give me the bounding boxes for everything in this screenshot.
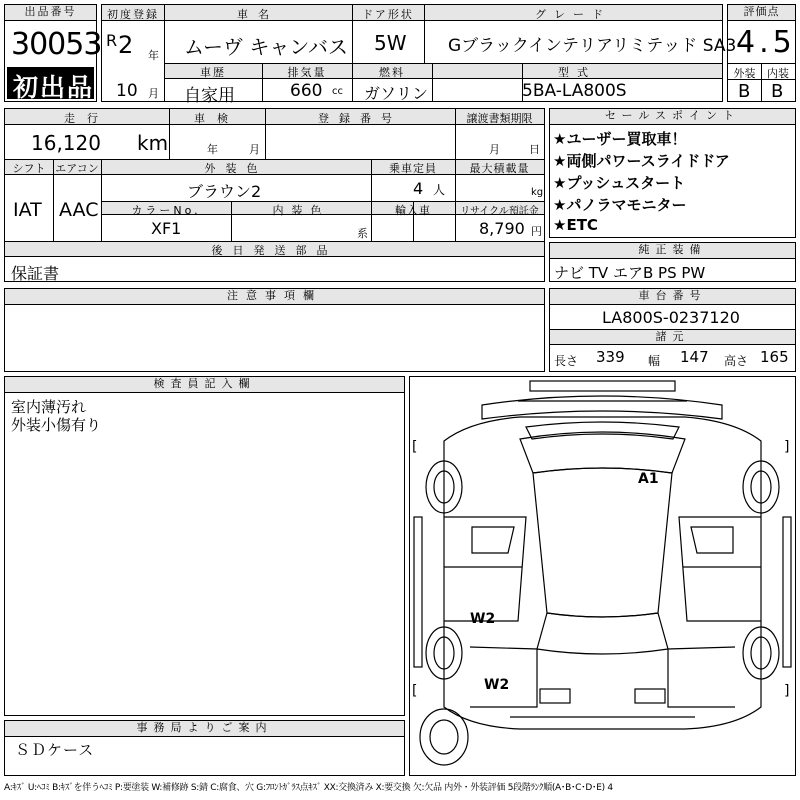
inspection-year-unit: 年 <box>207 143 218 156</box>
equipment-label: 純正装備 <box>550 243 795 259</box>
length-label: 長さ <box>554 354 579 368</box>
door-label: ドア形状 <box>362 8 414 21</box>
score-label: 評価点 <box>728 5 795 21</box>
sales-point-item: ★パノラマモニター <box>553 196 687 214</box>
left-side-strip <box>414 517 422 667</box>
car-name-label: 車名 <box>237 8 279 21</box>
shift-label: シフト <box>12 162 46 175</box>
chassis-label: 車台番号 <box>550 289 795 305</box>
import-label: 輸入車 <box>395 204 431 217</box>
right-tail-light <box>635 689 665 703</box>
windshield <box>520 432 685 473</box>
lot-number: 30053 <box>11 27 102 62</box>
history: 自家用 <box>184 86 235 106</box>
inspector-line: 外装小傷有り <box>11 416 102 434</box>
displacement: 660 <box>290 81 323 101</box>
inspector-box <box>4 376 405 716</box>
recycle: 8,790 <box>479 219 525 238</box>
load-unit: kg <box>531 187 544 198</box>
roof <box>533 468 672 617</box>
header-grid <box>101 4 737 106</box>
bracket: ] <box>784 683 790 699</box>
front-grille <box>526 422 679 439</box>
bracket: [ <box>412 683 418 699</box>
exterior-color: ブラウン2 <box>187 182 262 201</box>
reg-no-label: 登録番号 <box>318 112 402 125</box>
later-parts-label: 後日発送部品 <box>211 244 338 257</box>
load-label: 最大積載量 <box>469 162 530 175</box>
shift: IAT <box>13 199 42 221</box>
transfer-month-unit: 月 <box>489 143 500 156</box>
equipment-box <box>549 242 796 282</box>
model: 5BA-LA800S <box>522 81 627 101</box>
right-mirror <box>691 527 733 553</box>
sales-point-item: ★ユーザー買取車！ <box>553 130 687 148</box>
exterior-color-label: 外装色 <box>204 162 268 175</box>
ac: AAC <box>59 199 99 221</box>
inspector-label: 検査員記入欄 <box>5 377 404 393</box>
lot-label: 出品番号 <box>5 5 96 21</box>
displacement-label: 排気量 <box>287 66 327 79</box>
score-box <box>727 4 796 102</box>
right-rear-panel <box>668 647 735 707</box>
spare-tire <box>420 709 468 765</box>
era: R <box>106 31 118 50</box>
rear-window <box>537 613 668 654</box>
front-bumper-top <box>530 381 675 391</box>
later-parts: 保証書 <box>11 264 60 283</box>
exterior-grade: B <box>738 81 751 102</box>
legend: A:ｷｽﾞ U:ﾍｺﾐ B:ｷｽﾞを伴うﾍｺﾐ P:要塗装 W:補修跡 S:錆 C:腐食、穴 G:ﾌﾛﾝﾄｶﾞﾗｽ点ｷｽﾞ XX:交換済み X:要交換 欠:欠品 内外・外装評価 5段階ﾗﾝｸ順(A･B･C･D･E) 4 <box>4 783 613 793</box>
right-side-strip <box>783 517 791 667</box>
mileage: 16,120 <box>31 131 101 155</box>
score: 4.5 <box>736 25 796 60</box>
car-name: ムーヴ キャンバス <box>184 35 348 59</box>
mileage-unit: km <box>137 131 169 155</box>
model-label: 型式 <box>558 66 596 79</box>
notes-label: 注意事項欄 <box>5 289 544 305</box>
transfer-label: 譲渡書類期限 <box>466 112 533 125</box>
year-unit: 年 <box>148 49 159 62</box>
sales-point-item: ★ETC <box>553 216 598 234</box>
recycle-label: リサイクル預託金 <box>460 206 539 217</box>
interior-grade: B <box>771 81 784 102</box>
specs-table <box>4 108 545 282</box>
chassis-number: LA800S-0237120 <box>602 308 740 327</box>
left-mirror <box>472 527 514 553</box>
interior-color-unit: 系 <box>357 227 368 240</box>
lot-box <box>4 4 102 102</box>
interior-grade-label: 内装 <box>767 67 789 80</box>
exterior-grade-label: 外装 <box>733 67 756 80</box>
sales-points-label: セールスポイント <box>550 109 795 125</box>
inspection-label: 車検 <box>194 112 240 125</box>
inspector-line: 室内薄汚れ <box>11 398 87 416</box>
chassis-box <box>549 288 796 372</box>
office-label: 事務局よりご案内 <box>5 721 404 737</box>
fuel-label: 燃料 <box>379 66 405 79</box>
dims-label: 諸元 <box>550 329 795 345</box>
history-label: 車歴 <box>200 66 226 79</box>
hood-strip <box>482 396 722 419</box>
first-reg-label: 初度登録 <box>107 8 159 21</box>
month-unit: 月 <box>148 87 159 100</box>
car-diagram-svg <box>410 377 795 775</box>
capacity: 4 <box>413 179 424 198</box>
damage-mark: W2 <box>470 611 496 627</box>
damage-mark: W2 <box>484 677 510 693</box>
right-doors <box>679 517 761 621</box>
damage-mark: A1 <box>638 471 659 487</box>
sales-points-box <box>549 108 796 238</box>
width: 147 <box>680 348 709 366</box>
first-reg-month: 10 <box>116 81 138 101</box>
first-listing-label: 初出品 <box>13 73 95 102</box>
ac-label: エアコン <box>55 162 99 175</box>
transfer-day-unit: 日 <box>529 143 540 156</box>
inspection-month-unit: 月 <box>249 143 260 156</box>
width-label: 幅 <box>648 354 661 368</box>
first-reg-year: 2 <box>118 31 134 59</box>
length: 339 <box>596 348 625 366</box>
car-diagram <box>409 376 796 776</box>
height-label: 高さ <box>724 354 749 368</box>
sales-point-item: ★プッシュスタート <box>553 174 686 192</box>
notes-box <box>4 288 545 372</box>
grade-label: グレード <box>535 8 611 21</box>
fuel: ガソリン <box>364 84 429 103</box>
grade: Gブラックインテリアリミテッド SA3 <box>448 36 737 56</box>
displacement-unit: cc <box>332 86 343 97</box>
left-doors <box>444 517 526 621</box>
interior-color-label: 内装色 <box>272 204 330 217</box>
bracket: ] <box>784 439 790 455</box>
height: 165 <box>760 348 789 366</box>
capacity-label: 乗車定員 <box>389 162 437 175</box>
office-box <box>4 720 405 776</box>
color-no: XF1 <box>151 219 182 238</box>
spare-wheel <box>430 720 458 754</box>
office-value: ＳＤケース <box>15 741 95 759</box>
color-no-label: カラーNo. <box>131 204 201 217</box>
capacity-unit: 人 <box>433 183 446 197</box>
door: 5W <box>374 31 407 55</box>
sales-point-item: ★両側パワースライドドア <box>553 152 730 170</box>
equipment-value: ナビ TV エアB PS PW <box>554 264 706 282</box>
left-tail-light <box>540 689 570 703</box>
mileage-label: 走行 <box>64 112 110 125</box>
recycle-unit: 円 <box>531 225 542 238</box>
bracket: [ <box>412 439 418 455</box>
